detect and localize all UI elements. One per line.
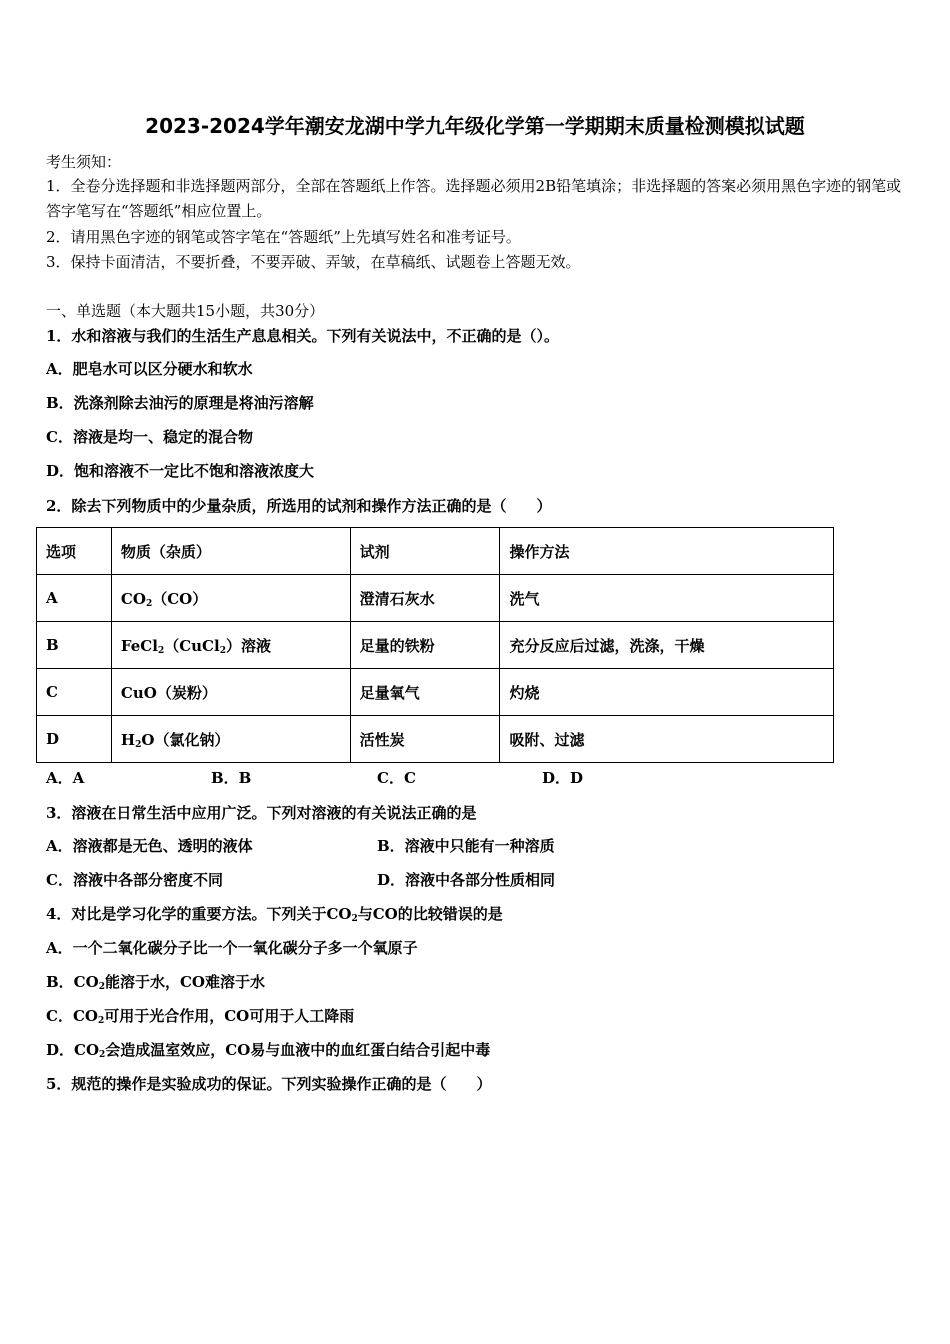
q1-option-d: D．饱和溶液不一定比不饱和溶液浓度大 xyxy=(46,462,315,480)
q2-answer-a: A．A xyxy=(46,769,85,787)
q2-answer-b: B．B xyxy=(211,769,252,787)
q3-option-a: A．溶液都是无色、透明的液体 xyxy=(46,837,253,855)
table-row xyxy=(37,669,834,716)
table-row xyxy=(37,716,834,763)
row-reagent: 活性炭 xyxy=(350,716,500,763)
row-method: 灼烧 xyxy=(500,669,834,716)
q1-stem: 1．水和溶液与我们的生活生产息息相关。下列有关说法中，不正确的是（）。 xyxy=(46,327,559,345)
notice-item-1: 1．全卷分选择题和非选择题两部分，全部在答题纸上作答。选择题必须用2B铅笔填涂；非选择题的答案必须用黑色字迹的钢笔或答字笔写在“答题纸”相应位置上。 xyxy=(46,177,902,220)
row-method: 充分反应后过滤，洗涤，干燥 xyxy=(500,622,834,669)
header-reagent: 试剂 xyxy=(350,528,500,575)
q5-stem: 5．规范的操作是实验成功的保证。下列实验操作正确的是（ ） xyxy=(46,1075,492,1093)
row-reagent: 足量的铁粉 xyxy=(350,622,500,669)
q4-option-d: D．$CO_2$会造成温室效应，CO易与血液中的血红蛋白结合引起中毒 xyxy=(46,1041,491,1060)
q4-stem: 4．对比是学习化学的重要方法。下列关于$CO_2$与CO的比较错误的是 xyxy=(46,905,503,924)
row-option: B xyxy=(37,622,112,669)
row-option: A xyxy=(37,575,112,622)
table-row xyxy=(37,622,834,669)
header-method: 操作方法 xyxy=(500,528,834,575)
q3-option-c: C．溶液中各部分密度不同 xyxy=(46,871,223,889)
notice-heading: 考生须知： xyxy=(46,153,122,171)
q2-table xyxy=(36,527,834,763)
q4-option-b: B．$CO_2$能溶于水，CO难溶于水 xyxy=(46,973,265,992)
row-substance: FeCl$_2$（CuCl$_2$）溶液 xyxy=(111,622,350,669)
q3-option-d: D．溶液中各部分性质相同 xyxy=(377,871,556,889)
q2-stem: 2．除去下列物质中的少量杂质，所选用的试剂和操作方法正确的是（ ） xyxy=(46,497,552,515)
q1-option-b: B．洗涤剂除去油污的原理是将油污溶解 xyxy=(46,394,314,412)
q2-answer-d: D．D xyxy=(542,769,584,787)
exam-title: 2023-2024学年潮安龙湖中学九年级化学第一学期期末质量检测模拟试题 xyxy=(145,114,805,138)
q3-option-b: B．溶液中只能有一种溶质 xyxy=(377,837,555,855)
header-substance: 物质（杂质） xyxy=(111,528,350,575)
q4-option-a: A．一个二氧化碳分子比一个一氧化碳分子多一个氧原子 xyxy=(46,939,418,957)
table-header-row xyxy=(37,528,834,575)
q3-stem: 3．溶液在日常生活中应用广泛。下列对溶液的有关说法正确的是 xyxy=(46,804,477,822)
table-row xyxy=(37,575,834,622)
row-reagent: 足量氧气 xyxy=(350,669,500,716)
row-substance: CuO（炭粉） xyxy=(111,669,350,716)
row-option: C xyxy=(37,669,112,716)
row-reagent: 澄清石灰水 xyxy=(350,575,500,622)
row-substance: $CO_2(CO)$ xyxy=(111,575,350,622)
q1-option-c: C．溶液是均一、稳定的混合物 xyxy=(46,428,253,446)
section-heading: 一、单选题（本大题共15小题，共30分） xyxy=(46,302,325,320)
q1-option-a: A．肥皂水可以区分硬水和软水 xyxy=(46,360,253,378)
row-method: 吸附、过滤 xyxy=(500,716,834,763)
header-option: 选项 xyxy=(37,528,112,575)
q2-answer-c: C．C xyxy=(377,769,416,787)
q4-option-c: C．$CO_2$可用于光合作用，CO可用于人工降雨 xyxy=(46,1007,355,1026)
row-option: D xyxy=(37,716,112,763)
row-substance: $H_2O$（氯化钠） xyxy=(111,716,350,763)
notice-item-3: 3．保持卡面清洁，不要折叠，不要弄破、弄皱，在草稿纸、试题卷上答题无效。 xyxy=(46,253,581,271)
row-method: 洗气 xyxy=(500,575,834,622)
notice-item-2: 2．请用黑色字迹的钢笔或答字笔在“答题纸”上先填写姓名和准考证号。 xyxy=(46,228,521,246)
